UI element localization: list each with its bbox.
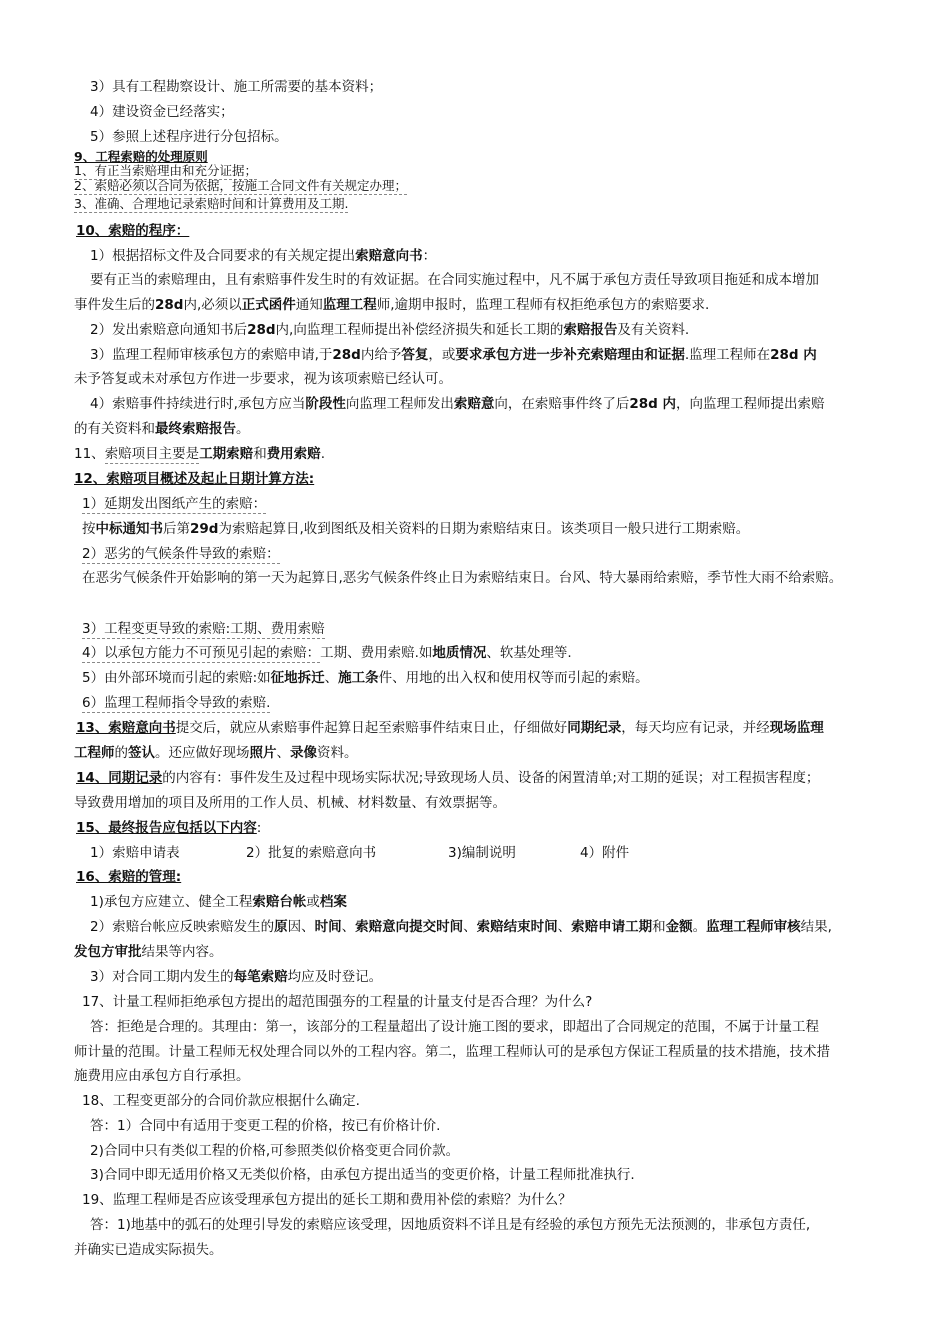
text-line <box>82 644 572 662</box>
text-span: 内,向监理工程师提出补偿经济损失和延长工期的 <box>275 322 564 338</box>
text-line <box>82 694 270 712</box>
text-span-bold: 索赔报告 <box>563 322 618 338</box>
text-line <box>74 179 407 193</box>
text-span-bold: 索赔申请工期 <box>571 919 653 935</box>
text-span: 。 <box>236 421 250 437</box>
text-span-bold: 签认 <box>128 745 155 761</box>
text-span-bold: 工期索赔 <box>199 446 254 462</box>
text-span: 3、准确、合理地记录索赔时间和计算费用及工期. <box>74 196 349 211</box>
text-span-bold: 最终索赔报告 <box>155 421 236 437</box>
text-line <box>74 420 250 438</box>
text-span-bold: 监理工程师审核 <box>706 919 801 935</box>
answer-line: 2)合同中只有类似工程的价格,可参照类似价格变更合同价款。 <box>90 1143 460 1159</box>
list-item: 3)编制说明 <box>448 845 516 861</box>
text-line: 4）建设资金已经落实； <box>90 104 234 120</box>
text-span-bold: 每笔索赔 <box>233 969 288 985</box>
text-span: 1）延期发出图纸产生的索赔： <box>82 496 267 512</box>
text-span: 及有关资料. <box>617 322 690 338</box>
question-17: 17、计量工程师拒绝承包方提出的超范围强夯的工程量的计量支付是否合理？为什么? <box>82 994 593 1010</box>
text-span: 因、 <box>287 919 315 935</box>
text-span: 均应及时登记。 <box>287 969 383 985</box>
text-span-bold: 征地拆迁 <box>270 670 325 686</box>
text-line <box>90 321 689 339</box>
text-span-bold: 28d 内 <box>770 347 817 363</box>
text-span: 、软基处理等. <box>486 645 572 661</box>
question-19: 19、监理工程师是否应该受理承包方提出的延长工期和费用补偿的索赔？为什么？ <box>82 1192 572 1208</box>
text-span: 11、 <box>74 446 105 462</box>
text-span-bold: 索赔意 <box>453 396 495 412</box>
text-span: ： <box>422 248 437 264</box>
text-line <box>90 247 436 265</box>
section-heading-12 <box>74 470 314 488</box>
text-span-bold: 答复 <box>401 347 429 363</box>
question-18: 18、工程变更部分的合同价款应根据什么确定. <box>82 1093 360 1109</box>
text-span: ，或 <box>428 347 456 363</box>
text-span: 按 <box>82 521 96 537</box>
text-span-bold: 费用索赔 <box>266 446 321 462</box>
text-line <box>74 296 709 314</box>
text-span: 为索赔起算日,收到图纸及相关资料的日期为索赔结束日。该类项目一般只进行工期索赔。 <box>218 521 750 537</box>
section-heading-13 <box>76 719 824 737</box>
section-heading-9: 9、工程索赔的处理原则 <box>74 149 208 164</box>
text-span: 2）恶劣的气候条件导致的索赔： <box>82 546 280 562</box>
text-span: 、 <box>341 919 356 935</box>
answer-line: 施费用应由承包方自行承担。 <box>74 1068 250 1084</box>
text-span-bold: 档案 <box>319 894 347 910</box>
heading-text: 12、索赔项目概述及起止日期计算方法: <box>74 471 315 487</box>
text-span: 4）索赔事件持续进行时,承包方应当 <box>90 396 306 412</box>
answer-line: 师计量的范围。计量工程师无权处理合同以外的工程内容。第二，监理工程师认可的是承包方保证工程质量的技术措施，技术措 <box>74 1044 830 1060</box>
text-line <box>90 395 825 413</box>
section-heading-10 <box>76 222 189 240</box>
text-span: 内给予 <box>360 347 402 363</box>
text-span: 的 <box>114 745 128 761</box>
text-span-bold: 索赔结束时间 <box>476 919 558 935</box>
text-line <box>82 620 325 638</box>
text-span-bold: 13、索赔意向书 <box>76 720 176 736</box>
text-span: .监理工程师在 <box>684 347 771 363</box>
text-span: 3）监理工程师审核承包方的索赔申请,于 <box>90 347 333 363</box>
text-span-bold: 录像 <box>290 745 317 761</box>
heading-text: 15、最终报告应包括以下内容 <box>76 820 257 836</box>
section-heading-14 <box>76 769 819 787</box>
text-span-bold: 地质情况 <box>432 645 487 661</box>
text-span: 和 <box>253 446 267 462</box>
text-span: 向监理工程师发出 <box>345 396 454 412</box>
text-span: 2）索赔台帐应反映索赔发生的 <box>90 919 275 935</box>
text-span: ，每天均应有记录，并经 <box>621 720 770 736</box>
text-span: . <box>320 446 325 462</box>
text-span: 件、用地的出入权和使用权等而引起的索赔。 <box>378 670 649 686</box>
text-span: 、 <box>557 919 572 935</box>
text-line <box>74 197 348 211</box>
text-line: 要有正当的索赔理由，且有索赔事件发生时的有效证据。在合同实施过程中，凡不属于承包方责任导致项目拖延和成本增加 <box>90 272 819 288</box>
text-line <box>82 495 266 513</box>
text-span: 、 <box>324 670 339 686</box>
text-span: 内,必须以 <box>183 297 242 313</box>
text-span: 1)承包方应建立、健全工程 <box>90 894 253 910</box>
answer-line: 答：1）合同中有适用于变更工程的价格，按已有价格计价. <box>90 1118 441 1134</box>
text-span-bold: 施工条 <box>338 670 379 686</box>
text-span: 、 <box>463 919 477 935</box>
text-span: ，向监理工程师提出索赔 <box>676 396 825 412</box>
list-item: 1）索赔申请表 <box>90 845 180 861</box>
heading-text: 16、索赔的管理: <box>76 869 182 885</box>
text-span: 索赔项目主要是 <box>104 446 200 462</box>
list-item: 2）批复的索赔意向书 <box>246 845 377 861</box>
text-span-bold: 正式函件 <box>241 297 296 313</box>
text-span-bold: 索赔意向提交时间 <box>355 919 464 935</box>
text-span: 6）监理工程师指令导致的索赔. <box>82 695 271 711</box>
text-span: 3）对合同工期内发生的 <box>90 969 234 985</box>
text-span: 3）工程变更导致的索赔:工期、费用索赔 <box>82 621 325 637</box>
text-line: 导致费用增加的项目及所用的工作人员、机械、材料数量、有效票据等。 <box>74 795 506 811</box>
heading-text: 10、索赔的程序： <box>76 223 190 239</box>
text-line: 5）参照上述程序进行分包招标。 <box>90 129 288 145</box>
text-span: 5）由外部环境而引起的索赔:如 <box>82 670 271 686</box>
text-span-bold: 同期纪录 <box>567 720 622 736</box>
text-span-bold: 28d <box>155 297 184 313</box>
text-line <box>82 520 749 538</box>
section-heading-11 <box>74 445 325 463</box>
text-line <box>90 893 347 911</box>
text-span: 2、索赔必须以合同为依据，按施工合同文件有关规定办理； <box>74 178 407 193</box>
text-span-bold: 发包方审批 <box>74 944 142 960</box>
text-span: 2）发出索赔意向通知书后 <box>90 322 248 338</box>
answer-line: 答：拒绝是合理的。其理由：第一，该部分的工程量超出了设计施工图的要求，即超出了合同规定的范围，不属于计量工程 <box>90 1019 819 1035</box>
text-span-bold: 金额 <box>665 919 693 935</box>
text-span-bold: 阶段性 <box>305 396 346 412</box>
text-span: 资料。 <box>317 745 358 761</box>
text-span-bold: 现场监理 <box>769 720 824 736</box>
text-span: 。 <box>692 919 707 935</box>
text-line <box>90 346 817 364</box>
list-item: 4）附件 <box>580 845 630 861</box>
text-span: 的内容有：事件发生及过程中现场实际状况;导致现场人员、设备的闲置清单;对工期的延误；对工程损害程度； <box>162 770 820 786</box>
text-line: 3）具有工程勘察设计、施工所需要的基本资料； <box>90 79 383 95</box>
text-span: 。还应做好现场 <box>155 745 250 761</box>
text-span-bold: 索赔台帐 <box>252 894 307 910</box>
text-line <box>74 943 223 961</box>
text-span: 工期、费用索赔.如 <box>320 645 433 661</box>
text-line <box>82 669 649 687</box>
text-span-bold: 时间 <box>314 919 342 935</box>
text-span-bold: 14、同期记录 <box>76 770 163 786</box>
text-span: 师,逾期申报时，监理工程师有权拒绝承包方的索赔要求. <box>376 297 710 313</box>
text-span: : <box>256 820 262 836</box>
text-span-bold: 中标通知书 <box>95 521 163 537</box>
text-span-bold: 监理工程 <box>322 297 377 313</box>
text-line <box>90 968 382 986</box>
text-span: 向，在索赔事件终了后 <box>494 396 630 412</box>
text-span-bold: 28d <box>247 322 276 338</box>
text-span-bold: 28d 内 <box>629 396 677 412</box>
text-line <box>90 918 832 936</box>
text-line <box>74 744 358 762</box>
text-span-bold: 28d <box>332 347 361 363</box>
text-span: 4）以承包方能力不可预见引起的索赔： <box>82 645 321 661</box>
section-heading-16 <box>76 868 181 886</box>
answer-line: 3)合同中即无适用价格又无类似价格，由承包方提出适当的变更价格，计量工程师批准执行. <box>90 1167 635 1183</box>
text-line <box>74 164 257 178</box>
text-span: 1、有正当索赔理由和充分证据； <box>74 163 257 178</box>
text-span: 提交后，就应从索赔事件起算日起至索赔事件结束日止，仔细做好 <box>175 720 568 736</box>
text-span: 和 <box>652 919 666 935</box>
answer-line: 答：1)地基中的弧石的处理引导发的索赔应该受理，因地质资料不详且是有经验的承包方预先无法预测的，非承包方责任, <box>90 1217 811 1233</box>
text-span-bold: 工程师 <box>74 745 115 761</box>
text-line: 未予答复或未对承包方作进一步要求，视为该项索赔已经认可。 <box>74 371 452 387</box>
section-heading-15 <box>76 819 261 837</box>
text-span: 结果, <box>800 919 832 935</box>
text-span: 或 <box>306 894 320 910</box>
text-span: 1）根据招标文件及合同要求的有关规定提出 <box>90 248 356 264</box>
text-span-bold: 29d <box>190 521 219 537</box>
text-span: 后第 <box>163 521 190 537</box>
text-line <box>82 545 280 563</box>
text-span-bold: 照片 <box>249 745 277 761</box>
text-span: 事件发生后的 <box>74 297 155 313</box>
text-span-bold: 索赔意向书 <box>355 248 423 264</box>
text-span: 的有关资料和 <box>74 421 155 437</box>
text-line: 在恶劣气候条件开始影响的第一天为起算日,恶劣气候条件终止日为索赔结束日。台风、特大暴雨给索赔，季节性大雨不给索赔。 <box>82 570 843 586</box>
text-span-bold: 原 <box>274 919 288 935</box>
text-span: 结果等内容。 <box>141 944 223 960</box>
text-span-bold: 要求承包方进一步补充索赔理由和证据 <box>455 347 685 363</box>
answer-line: 并确实已造成实际损失。 <box>74 1242 223 1258</box>
text-span: 通知 <box>295 297 323 313</box>
text-span: 、 <box>276 745 290 761</box>
